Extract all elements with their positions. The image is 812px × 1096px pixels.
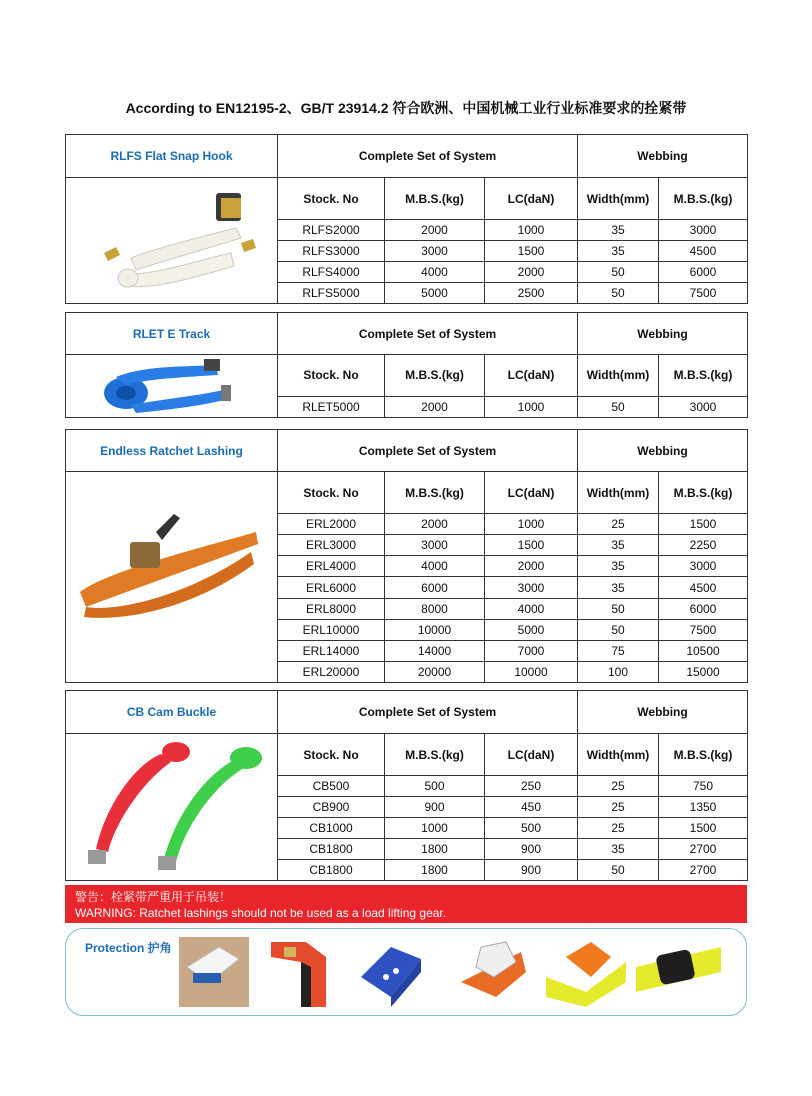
cell-stock: ERL6000 [278, 577, 385, 598]
col-header-width: Width(mm) [578, 472, 659, 514]
cell-webbing-mbs: 4500 [659, 241, 748, 262]
cell-webbing-mbs: 15000 [659, 661, 748, 682]
cell-lc: 2500 [485, 283, 578, 304]
col-header-webbing-mbs: M.B.S.(kg) [659, 472, 748, 514]
col-header-lc: LC(daN) [485, 472, 578, 514]
col-header-stock: Stock. No [278, 178, 385, 220]
product-table-cb [65, 690, 748, 881]
cell-stock: ERL2000 [278, 514, 385, 535]
cell-mbs: 6000 [385, 577, 485, 598]
cell-lc: 2000 [485, 556, 578, 577]
col-header-stock: Stock. No [278, 734, 385, 776]
corner-protector-red-icon [266, 937, 331, 1007]
cell-lc: 1000 [485, 514, 578, 535]
col-header-mbs: M.B.S.(kg) [385, 355, 485, 397]
cell-lc: 5000 [485, 619, 578, 640]
cell-mbs: 5000 [385, 283, 485, 304]
product-image-cb [66, 734, 278, 881]
cell-lc: 7000 [485, 640, 578, 661]
cell-stock: CB500 [278, 776, 385, 797]
cell-mbs: 2000 [385, 514, 485, 535]
cell-width: 100 [578, 661, 659, 682]
cell-lc: 3000 [485, 577, 578, 598]
cell-mbs: 500 [385, 776, 485, 797]
product-image-erl [66, 472, 278, 683]
cell-width: 50 [578, 283, 659, 304]
protection-label: Protection 护角 [85, 941, 172, 955]
cell-stock: ERL3000 [278, 535, 385, 556]
col-header-stock: Stock. No [278, 472, 385, 514]
cell-webbing-mbs: 750 [659, 776, 748, 797]
col-header-width: Width(mm) [578, 734, 659, 776]
product-image-rlet [66, 355, 278, 418]
corner-protector-grey-icon [456, 937, 531, 1007]
warning-banner [65, 885, 747, 923]
cell-width: 50 [578, 860, 659, 881]
cell-mbs: 2000 [385, 396, 485, 417]
cell-lc: 1000 [485, 220, 578, 241]
group-header-webbing: Webbing [578, 313, 748, 355]
cell-width: 35 [578, 241, 659, 262]
cell-lc: 2000 [485, 262, 578, 283]
cell-stock: RLFS4000 [278, 262, 385, 283]
cell-lc: 10000 [485, 661, 578, 682]
cell-lc: 250 [485, 776, 578, 797]
page-title: According to EN12195-2、GB/T 23914.2 符合欧洲、中国机械工业行业标准要求的拴紧带 [125, 100, 687, 116]
cell-webbing-mbs: 1500 [659, 818, 748, 839]
col-header-lc: LC(daN) [485, 355, 578, 397]
cell-mbs: 10000 [385, 619, 485, 640]
cell-webbing-mbs: 3000 [659, 396, 748, 417]
cell-stock: RLFS5000 [278, 283, 385, 304]
cell-lc: 450 [485, 797, 578, 818]
cell-stock: CB900 [278, 797, 385, 818]
col-header-mbs: M.B.S.(kg) [385, 178, 485, 220]
cell-stock: ERL20000 [278, 661, 385, 682]
cell-stock: CB1000 [278, 818, 385, 839]
cell-width: 35 [578, 535, 659, 556]
cell-mbs: 14000 [385, 640, 485, 661]
cell-width: 50 [578, 262, 659, 283]
cell-mbs: 3000 [385, 535, 485, 556]
col-header-lc: LC(daN) [485, 734, 578, 776]
cell-stock: CB1800 [278, 860, 385, 881]
cell-webbing-mbs: 3000 [659, 220, 748, 241]
cell-lc: 4000 [485, 598, 578, 619]
cell-stock: RLFS3000 [278, 241, 385, 262]
warning-text-en: WARNING: Ratchet lashings should not be used as a load lifting gear. [75, 906, 447, 920]
cell-lc: 1500 [485, 241, 578, 262]
cell-width: 35 [578, 577, 659, 598]
sleeve-protector-black-icon [636, 937, 721, 1007]
cell-width: 75 [578, 640, 659, 661]
cell-width: 25 [578, 797, 659, 818]
col-header-width: Width(mm) [578, 178, 659, 220]
cell-lc: 500 [485, 818, 578, 839]
cell-mbs: 4000 [385, 262, 485, 283]
col-header-mbs: M.B.S.(kg) [385, 472, 485, 514]
cell-webbing-mbs: 2700 [659, 839, 748, 860]
cell-mbs: 3000 [385, 241, 485, 262]
cell-mbs: 900 [385, 797, 485, 818]
cell-lc: 1000 [485, 396, 578, 417]
group-header-webbing: Webbing [578, 135, 748, 178]
cell-width: 50 [578, 619, 659, 640]
cell-mbs: 1800 [385, 860, 485, 881]
col-header-webbing-mbs: M.B.S.(kg) [659, 734, 748, 776]
cell-mbs: 1800 [385, 839, 485, 860]
col-header-mbs: M.B.S.(kg) [385, 734, 485, 776]
warning-text-cn: 警告：栓紧带严重用于吊装！ [75, 890, 232, 904]
cell-width: 25 [578, 514, 659, 535]
cell-webbing-mbs: 7500 [659, 283, 748, 304]
cell-mbs: 8000 [385, 598, 485, 619]
cell-lc: 1500 [485, 535, 578, 556]
cell-mbs: 2000 [385, 220, 485, 241]
cell-width: 25 [578, 776, 659, 797]
cam-buckle-strap-icon [66, 734, 278, 880]
col-header-lc: LC(daN) [485, 178, 578, 220]
cell-width: 50 [578, 396, 659, 417]
cell-width: 35 [578, 220, 659, 241]
product-name: RLFS Flat Snap Hook [66, 135, 278, 178]
cell-stock: RLET5000 [278, 396, 385, 417]
cell-mbs: 20000 [385, 661, 485, 682]
cell-webbing-mbs: 6000 [659, 598, 748, 619]
product-name: Endless Ratchet Lashing [66, 430, 278, 472]
cell-webbing-mbs: 1500 [659, 514, 748, 535]
cell-stock: ERL14000 [278, 640, 385, 661]
corner-protector-orange-icon [546, 937, 626, 1007]
flat-snap-hook-strap-icon [66, 178, 278, 303]
group-header-system: Complete Set of System [278, 135, 578, 178]
product-table-erl [65, 429, 748, 683]
group-header-system: Complete Set of System [278, 691, 578, 734]
protection-section [65, 928, 747, 1016]
endless-ratchet-strap-icon [66, 472, 278, 682]
e-track-strap-icon [66, 355, 278, 417]
cell-width: 25 [578, 818, 659, 839]
cell-stock: ERL8000 [278, 598, 385, 619]
product-name: CB Cam Buckle [66, 691, 278, 734]
corner-protector-white-icon [179, 937, 249, 1007]
cell-stock: ERL10000 [278, 619, 385, 640]
cell-stock: ERL4000 [278, 556, 385, 577]
cell-width: 50 [578, 598, 659, 619]
cell-webbing-mbs: 7500 [659, 619, 748, 640]
group-header-system: Complete Set of System [278, 430, 578, 472]
cell-webbing-mbs: 10500 [659, 640, 748, 661]
cell-webbing-mbs: 3000 [659, 556, 748, 577]
product-table-rlfs [65, 134, 748, 304]
col-header-webbing-mbs: M.B.S.(kg) [659, 178, 748, 220]
product-table-rlet [65, 312, 748, 418]
cell-width: 35 [578, 556, 659, 577]
group-header-webbing: Webbing [578, 691, 748, 734]
product-name: RLET E Track [66, 313, 278, 355]
col-header-width: Width(mm) [578, 355, 659, 397]
cell-stock: CB1800 [278, 839, 385, 860]
cell-stock: RLFS2000 [278, 220, 385, 241]
cell-webbing-mbs: 6000 [659, 262, 748, 283]
cell-mbs: 1000 [385, 818, 485, 839]
group-header-system: Complete Set of System [278, 313, 578, 355]
cell-mbs: 4000 [385, 556, 485, 577]
col-header-stock: Stock. No [278, 355, 385, 397]
cell-lc: 900 [485, 839, 578, 860]
cell-webbing-mbs: 4500 [659, 577, 748, 598]
product-image-rlfs [66, 178, 278, 304]
cell-width: 35 [578, 839, 659, 860]
group-header-webbing: Webbing [578, 430, 748, 472]
cell-lc: 900 [485, 860, 578, 881]
cell-webbing-mbs: 2250 [659, 535, 748, 556]
corner-protector-blue-icon [356, 937, 426, 1007]
cell-webbing-mbs: 2700 [659, 860, 748, 881]
cell-webbing-mbs: 1350 [659, 797, 748, 818]
col-header-webbing-mbs: M.B.S.(kg) [659, 355, 748, 397]
